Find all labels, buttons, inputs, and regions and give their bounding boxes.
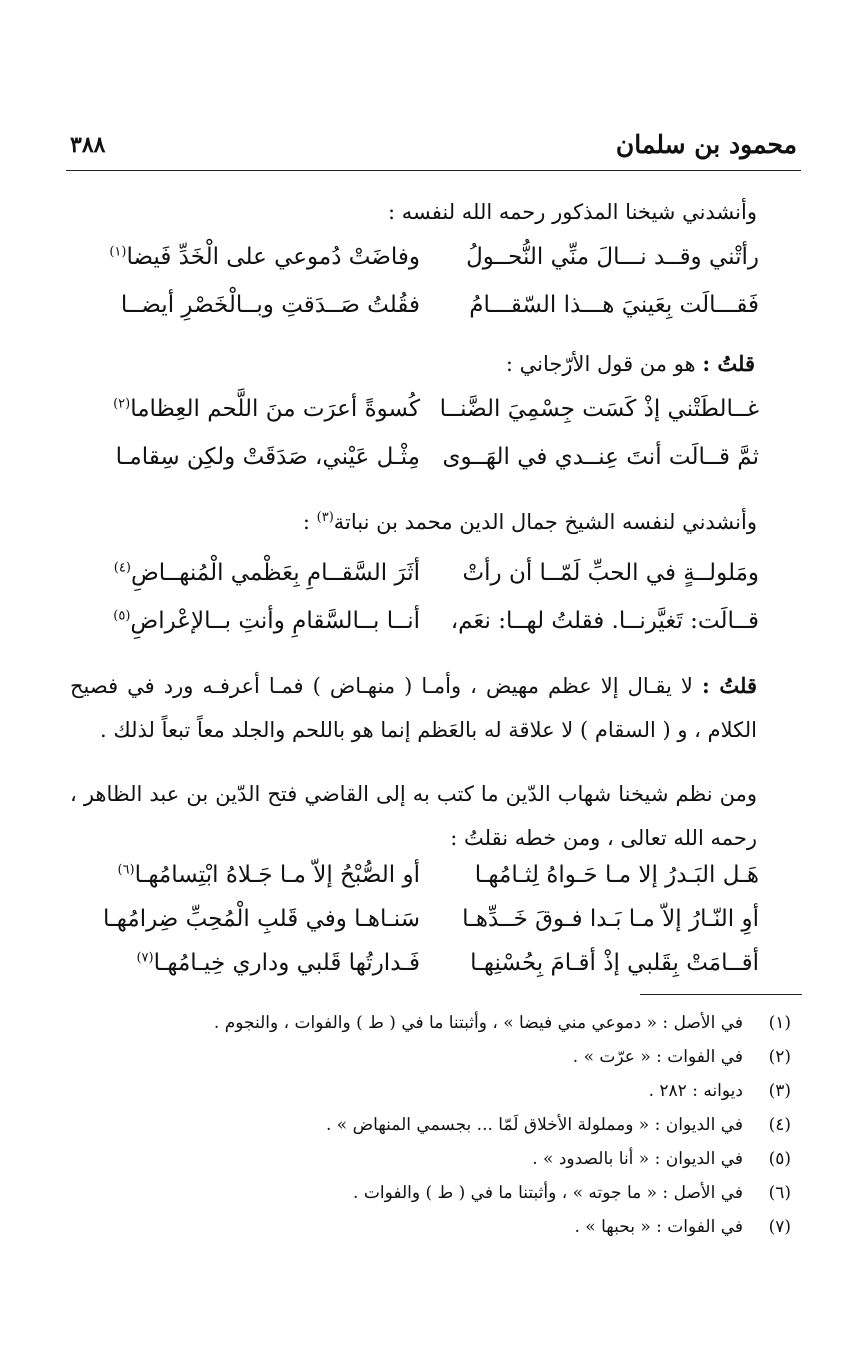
verse-first-hemistich: هَـل البَـدرُ إلا مـا حَـواهُ لِثـامُهـا xyxy=(474,862,759,888)
verse-first-hemistich: أقــامَتْ بِقَلبي إذْ أقـامَ بِحُسْنِهـا xyxy=(470,950,759,976)
footnote-text: في الديوان : « ومملولة الأخلاق لَمّا ... بجسمي المنهاض » . xyxy=(325,1115,743,1135)
verse-second-hemistich: كُسوةً أعرَت منَ اللَّحم العِظاما$^{(٢)}$ xyxy=(113,396,420,422)
verse-line xyxy=(90,292,759,338)
note-text: هو من قول الأرّجاني : xyxy=(505,352,696,376)
verse-second-hemistich: فَـدارتُها قَلبي وداري خِيـامُهـا$^{(٧)}$ xyxy=(136,950,420,976)
footnote-marker: (١) xyxy=(109,244,127,260)
running-header xyxy=(66,130,801,166)
verse-first-hemistich: ثمَّ قــالَت أنتَ عِنــدي في الهَــوى xyxy=(442,444,759,470)
footnote-marker: (٤) xyxy=(113,560,131,576)
footnote-text: في الأصل : « ما جوته » ، وأثبتنا ما في ( ط ) والفوات . xyxy=(353,1183,743,1203)
verse-line xyxy=(90,608,759,654)
footnote-number: (٤) xyxy=(768,1115,791,1135)
footnote-text: ديوانه : ٢٨٢ . xyxy=(648,1081,743,1101)
verse-first-hemistich: قــالَت: تَغيَّرنــا. فقلتُ لهــا: نعَم، xyxy=(450,608,759,634)
verse-line xyxy=(90,906,759,952)
verse-first-hemistich: رأتْني وقــد نـــالَ منِّي النُّحــولُ xyxy=(466,244,759,270)
running-header-author: محمود بن سلمان xyxy=(615,130,797,159)
verse-line xyxy=(90,560,759,606)
footnote-divider xyxy=(640,994,802,995)
intro-paragraph-2: وأنشدني لنفسه الشيخ جمال الدين محمد بن نباتة$^{(٣)}$ : xyxy=(302,510,757,534)
footnote-text: في الفوات : « عرّت » . xyxy=(572,1047,743,1067)
footnote-marker: (٧) xyxy=(136,950,154,966)
footnote-marker: (٦) xyxy=(117,862,135,878)
verse-second-hemistich: مِثْـل عَيْني، صَدَقَتْ ولكِن سِقامـا xyxy=(115,444,420,470)
footnote-number: (١) xyxy=(768,1013,791,1033)
verse-line xyxy=(90,950,759,996)
note-paragraph-2 xyxy=(70,664,757,752)
footnote-item xyxy=(66,1142,791,1176)
verse-second-hemistich: سَنـاهـا وفي قَلبِ الْمُحِبِّ ضِرامُهـا xyxy=(103,906,420,932)
footnote-marker: (٥) xyxy=(113,608,131,624)
footnote-text: في الديوان : « أنا بالصدود » . xyxy=(532,1149,743,1169)
footnote-marker: (٢) xyxy=(113,396,131,412)
verse-line xyxy=(90,862,759,908)
note-label: قلتُ : xyxy=(702,351,755,376)
verse-second-hemistich: أو الصُّبْحُ إلاّ مـا جَـلاهُ ابْتِسامُهـا$^{(٦)}$ xyxy=(117,862,420,888)
note-text: لا يقـال إلا عظم مهيض ، وأمـا ( منهـاض ) فمـا أعرفـه ورد في فصيح الكلام ، و ( السقام ) لا علاقة له بالعَظم إنما هو باللحم والجلد معاً تبعاً لذلك . xyxy=(70,674,757,742)
intro-paragraph-1: وأنشدني شيخنا المذكور رحمه الله لنفسه : xyxy=(388,200,757,224)
footnote-number: (٣) xyxy=(768,1081,791,1101)
verse-first-hemistich: أوِ النّـارُ إلاّ مـا بَـدا فـوقَ خَــدِّهـا xyxy=(462,906,759,932)
footnote-item xyxy=(66,1006,791,1040)
footnote-item xyxy=(66,1074,791,1108)
footnote-text: في الفوات : « بحبها » . xyxy=(574,1217,743,1237)
footnote-text: في الأصل : « دموعي مني فيضا » ، وأثبتنا ما في ( ط ) والفوات ، والنجوم . xyxy=(213,1013,743,1033)
verse-first-hemistich: ومَلولــةٍ في الحبِّ لَمّــا أن رأتْ xyxy=(462,560,759,586)
footnote-number: (٢) xyxy=(768,1047,791,1067)
verse-second-hemistich: وفاضَتْ دُموعي على الْخَدِّ فَيضا$^{(١)}$ xyxy=(109,244,420,270)
footnote-marker: (٣) xyxy=(316,510,334,525)
footnote-number: (٥) xyxy=(768,1149,791,1169)
page-number: ٣٨٨ xyxy=(70,132,106,158)
footnote-item xyxy=(66,1108,791,1142)
footnote-item xyxy=(66,1210,791,1244)
verse-line xyxy=(90,396,759,442)
verse-second-hemistich: فقُلتُ صَــدَقتِ وبــالْخَصْرِ أيضــا xyxy=(120,292,420,318)
footnotes xyxy=(66,1006,791,1244)
footnote-item xyxy=(66,1176,791,1210)
verse-line xyxy=(90,444,759,490)
intro-paragraph-3: ومن نظم شيخنا شهاب الدّين ما كتب به إلى القاضي فتح الدّين بن عبد الظاهر ، رحمه الله تعالى ، ومن خطه نقلتُ : xyxy=(70,782,757,850)
verse-second-hemistich: أثَرَ السَّقــامِ بِعَظْمي الْمُنهــاضِ$^{(٤)}$ xyxy=(113,560,420,586)
note-paragraph-1 xyxy=(66,342,755,386)
verse-first-hemistich: غــالطَتْني إذْ كَسَت جِسْمِيَ الضَّنــا xyxy=(439,396,759,422)
footnote-number: (٦) xyxy=(768,1183,791,1203)
note-label: قلتُ : xyxy=(701,673,757,698)
verse-first-hemistich: فَقـــالَت بِعَينيَ هـــذا السّقـــامُ xyxy=(469,292,759,318)
footnote-item xyxy=(66,1040,791,1074)
verse-line xyxy=(90,244,759,290)
footnote-number: (٧) xyxy=(768,1217,791,1237)
verse-second-hemistich: أنــا بــالسَّقامِ وأنتِ بــالإعْراضِ$^{(٥)}$ xyxy=(113,608,420,634)
header-divider xyxy=(66,170,801,171)
